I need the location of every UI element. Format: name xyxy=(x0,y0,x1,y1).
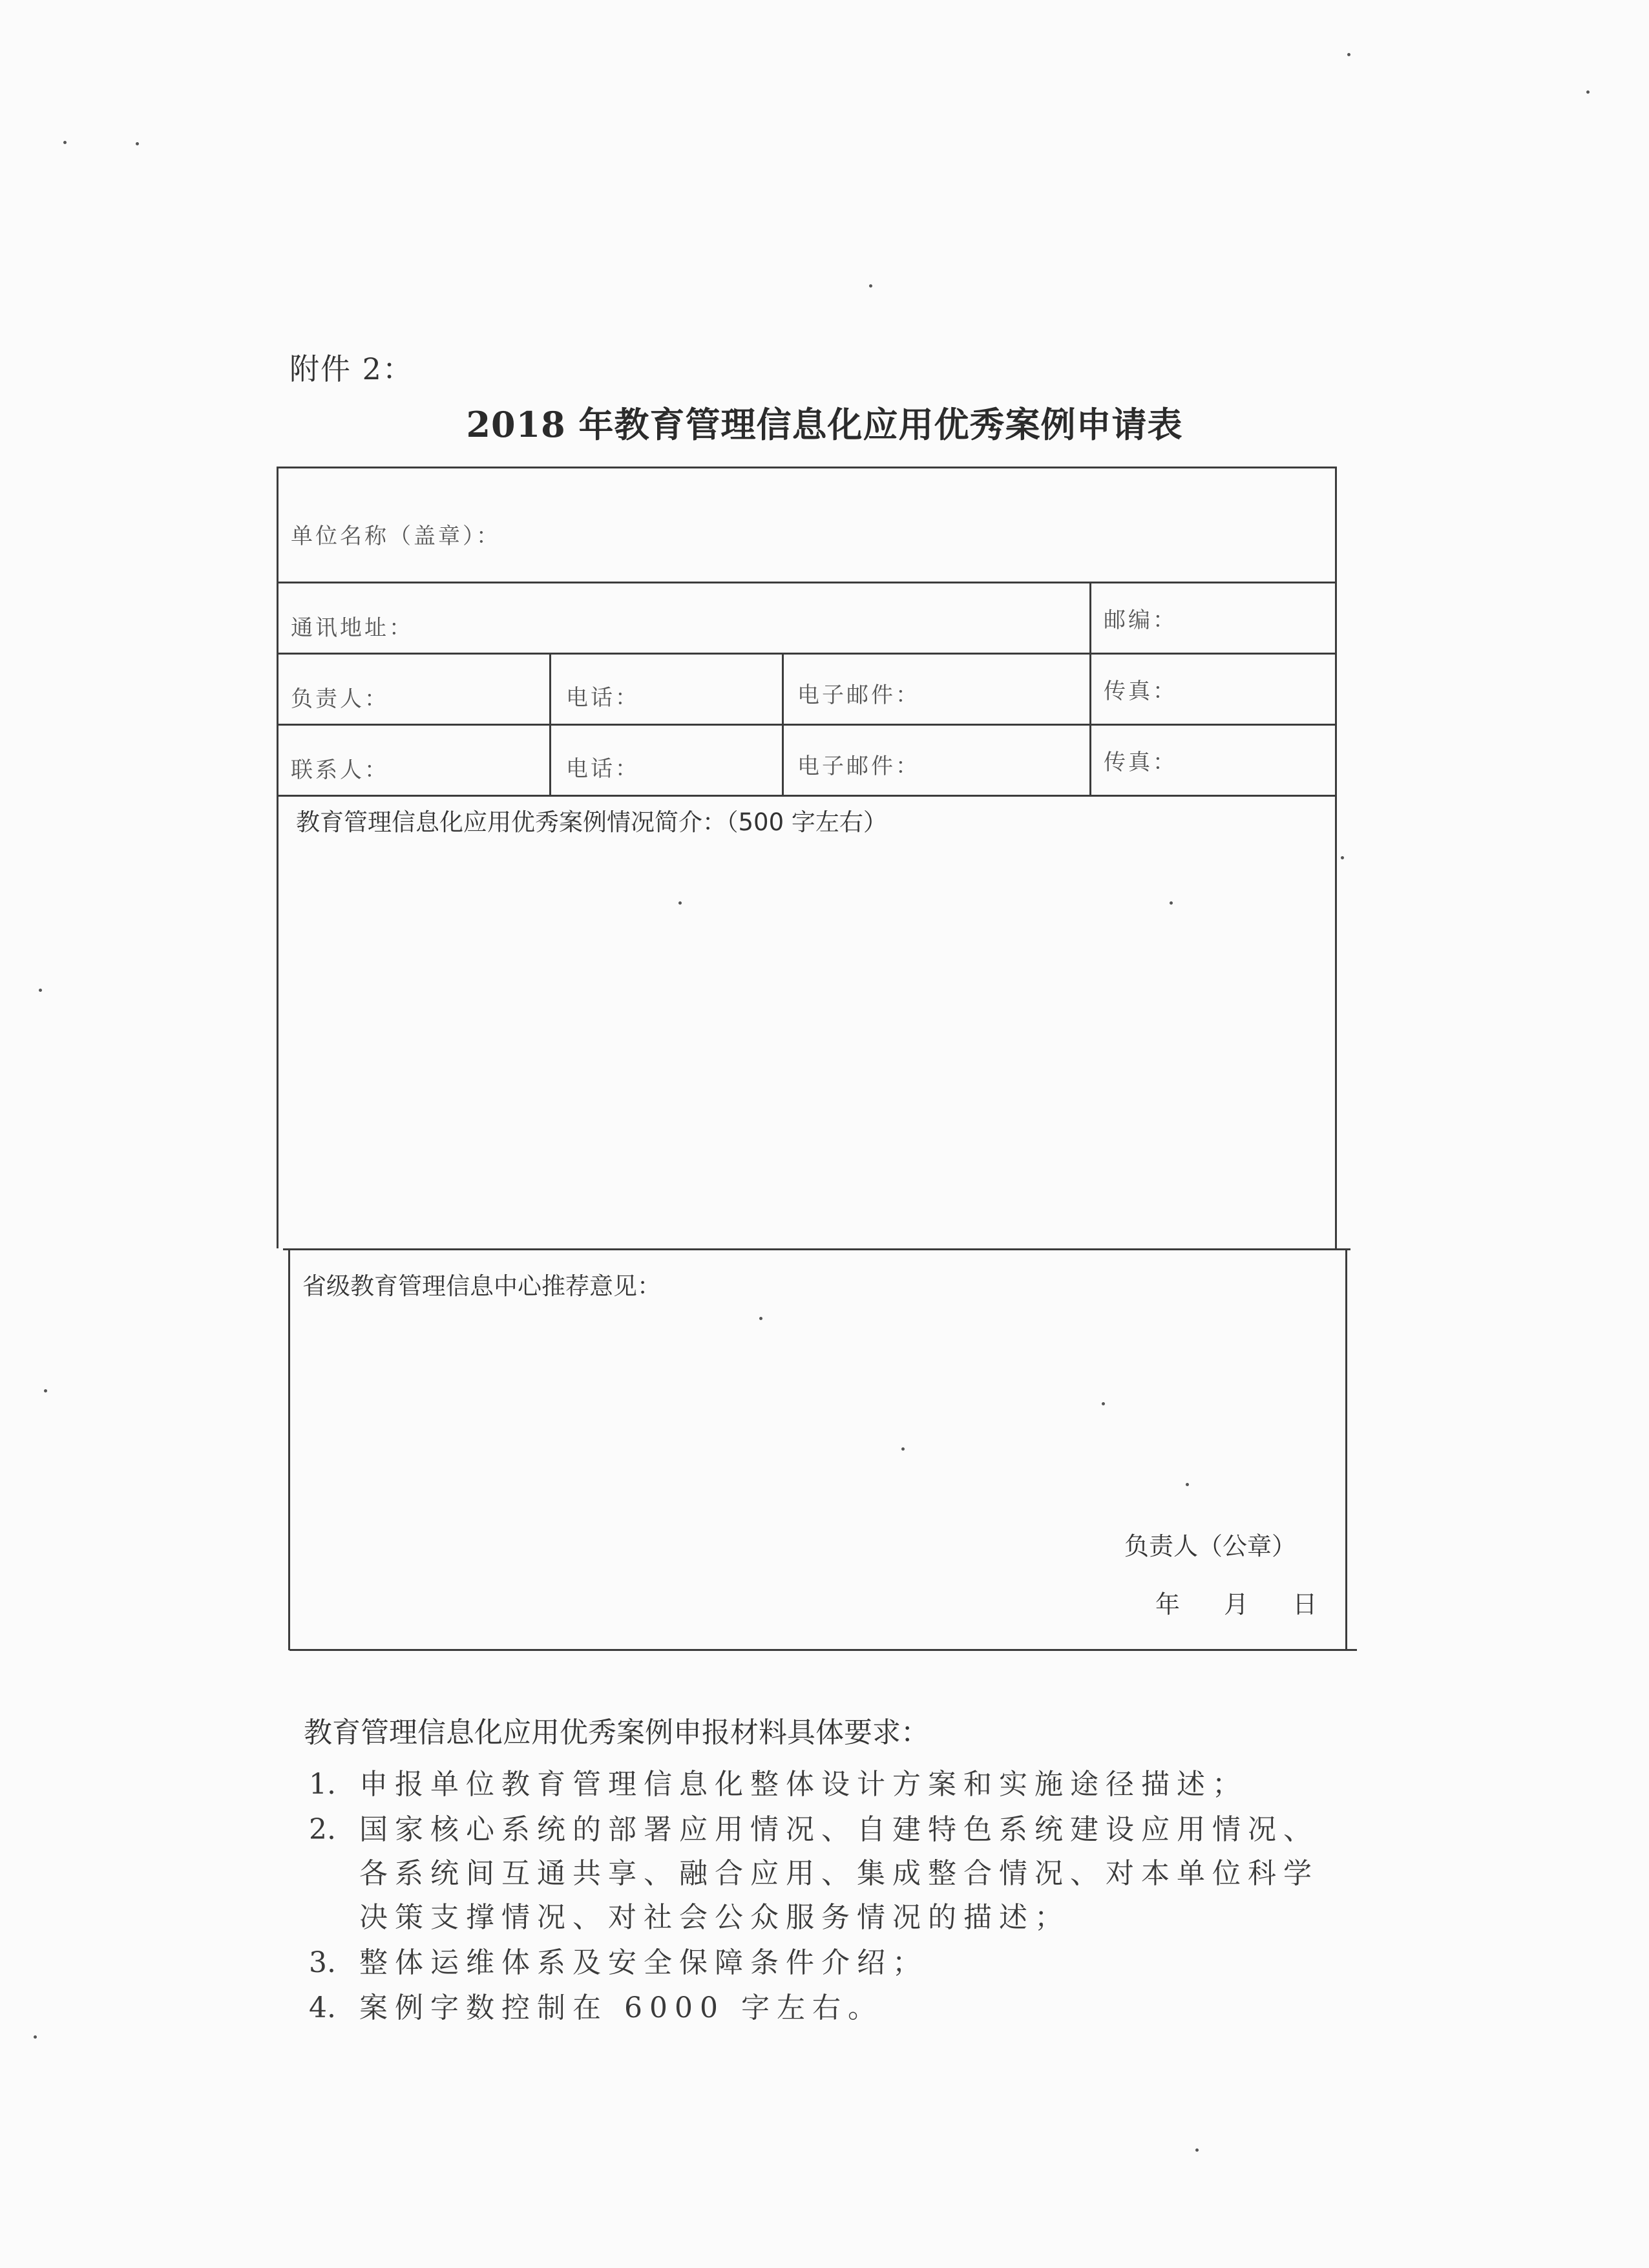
unit-name-label: 单位名称（盖章）： xyxy=(291,523,501,549)
table-border-left xyxy=(288,1248,290,1650)
principal-phone-label: 电话： xyxy=(566,685,640,711)
table-rule xyxy=(277,795,1336,797)
table-border-right xyxy=(1335,467,1337,1248)
scan-speck xyxy=(869,284,872,288)
contact-fax-label: 传真： xyxy=(1104,750,1177,775)
list-number: 1. xyxy=(309,1768,336,1801)
list-item xyxy=(304,1763,1350,1807)
table-border-bottom xyxy=(289,1649,1357,1651)
scan-speck xyxy=(1195,2148,1199,2152)
table-divider xyxy=(549,653,551,795)
document-title: 2018 年教育管理信息化应用优秀案例申请表 xyxy=(466,404,1183,445)
requirements-title: 教育管理信息化应用优秀案例申报材料具体要求： xyxy=(304,1716,929,1749)
table-rule xyxy=(277,724,1336,726)
table-border-top xyxy=(277,467,1336,468)
contact-phone-label: 电话： xyxy=(566,756,640,782)
list-number: 2. xyxy=(309,1813,336,1846)
list-item xyxy=(304,1808,1350,1940)
scan-speck xyxy=(1586,90,1590,94)
requirements-list xyxy=(304,1763,1350,2032)
application-form xyxy=(277,467,1336,1668)
scan-speck xyxy=(1341,856,1344,859)
scan-speck xyxy=(44,1389,47,1392)
list-text: 申报单位教育管理信息化整体设计方案和实施途径描述； xyxy=(359,1768,1248,1801)
table-rule xyxy=(277,653,1336,655)
table-border-right xyxy=(1345,1248,1347,1650)
list-number: 4. xyxy=(309,1991,336,2024)
table-divider xyxy=(1089,582,1091,795)
scan-speck xyxy=(34,2035,37,2039)
table-divider xyxy=(782,653,784,795)
list-text: 案例字数控制在 6000 字左右。 xyxy=(359,1991,883,2024)
contact-label: 联系人： xyxy=(291,757,389,783)
principal-email-label: 电子邮件： xyxy=(797,682,920,708)
recommendation-label: 省级教育管理信息中心推荐意见： xyxy=(302,1272,661,1300)
scan-speck xyxy=(136,142,139,145)
table-rule xyxy=(283,1248,1350,1250)
date-label: 年 月 日 xyxy=(1155,1590,1318,1619)
scan-speck xyxy=(63,141,67,144)
address-label: 通讯地址： xyxy=(291,615,414,641)
principal-label: 负责人： xyxy=(291,686,389,712)
list-text: 国家核心系统的部署应用情况、自建特色系统建设应用情况、各系统间互通共享、融合应用、集成整合情况、对本单位科学决策支撑情况、对社会公众服务情况的描述； xyxy=(359,1813,1319,1934)
scan-speck xyxy=(1347,53,1350,56)
list-item xyxy=(304,1986,1350,2030)
signature-label: 负责人（公章） xyxy=(1124,1532,1297,1560)
list-text: 整体运维体系及安全保障条件介绍； xyxy=(359,1946,928,1979)
table-rule xyxy=(277,582,1336,583)
scan-speck xyxy=(39,989,42,992)
list-number: 3. xyxy=(309,1946,336,1979)
contact-email-label: 电子邮件： xyxy=(797,753,920,779)
principal-fax-label: 传真： xyxy=(1104,678,1177,704)
attachment-label: 附件 2： xyxy=(289,352,414,386)
list-item xyxy=(304,1941,1350,1985)
case-summary-label: 教育管理信息化应用优秀案例情况简介：（500 字左右） xyxy=(296,808,887,836)
postcode-label: 邮编： xyxy=(1104,607,1177,633)
table-border-left xyxy=(277,467,278,1248)
